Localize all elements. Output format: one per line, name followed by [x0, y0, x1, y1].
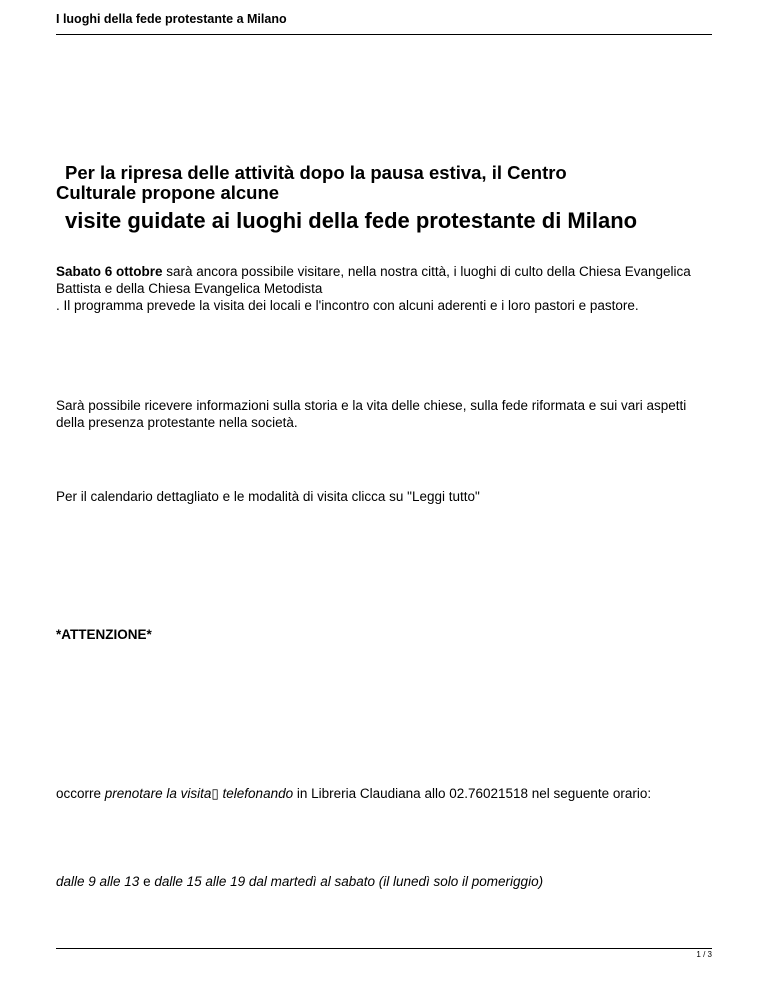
intro-line-1: Per la ripresa delle attività dopo la pausa estiva, il Centro	[65, 162, 567, 183]
date-highlight: Sabato 6 ottobre	[56, 264, 163, 279]
booking-text-2: in Libreria Claudiana allo 02.76021518 nel seguente orario:	[293, 786, 652, 801]
footer-divider	[56, 948, 712, 949]
page-header-title: I luoghi della fede protestante a Milano	[56, 12, 287, 26]
paragraph-saturday	[56, 263, 716, 314]
main-heading: visite guidate ai luoghi della fede protestante di Milano	[65, 208, 638, 233]
intro-heading	[56, 163, 716, 203]
booking-italic-1: prenotare la visita	[104, 786, 212, 801]
booking-italic-2: telefonando	[218, 786, 294, 801]
booking-text-1: occorre	[56, 786, 105, 801]
header-divider	[56, 34, 712, 35]
missing-glyph-box: ▯	[211, 786, 219, 801]
paragraph-calendar: Per il calendario dettagliato e le modalità di visita clicca su "Leggi tutto"	[56, 489, 480, 504]
hours-afternoon: dalle 15 alle 19 dal martedì al sabato (il lunedì solo il pomeriggio)	[154, 874, 544, 889]
hours-morning: dalle 9 alle 13	[56, 874, 140, 889]
paragraph-booking	[56, 785, 716, 802]
paragraph-program-text: . Il programma prevede la visita dei locali e l'incontro con alcuni aderenti e i loro pastori e pastore.	[56, 298, 639, 313]
paragraph-info: Sarà possibile ricevere informazioni sulla storia e la vita delle chiese, sulla fede riformata e sui vari aspetti della presenza protestante nella società.	[56, 398, 687, 430]
hours-connector: e	[139, 874, 155, 889]
attention-label: *ATTENZIONE*	[56, 627, 152, 642]
page-number: 1 / 3	[696, 950, 712, 959]
paragraph-saturday-text: sarà ancora possibile visitare, nella nostra città, i luoghi di culto della Chiesa Evangelica Battista e della Chiesa Evangelica Metodista	[56, 264, 691, 296]
intro-line-2: Culturale propone alcune	[56, 182, 280, 203]
paragraph-hours	[56, 873, 716, 890]
